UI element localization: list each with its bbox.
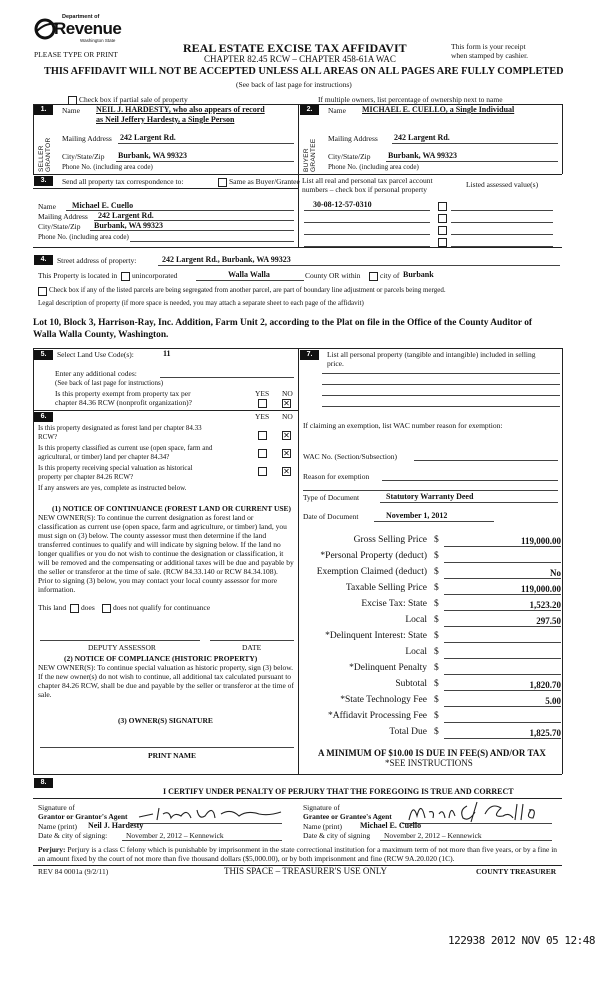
seller-mailing-line	[118, 143, 294, 144]
wac-no-line	[414, 460, 558, 461]
current-use-question-2: agricultural, or timber) land per chapter 84.34?	[38, 453, 170, 461]
grantor-signature-label-1: Signature of	[38, 803, 75, 812]
dor-logo	[34, 14, 130, 48]
grantee-date-value: November 2, 2012 – Kennewick	[384, 831, 482, 840]
partial-sale-label: Check box if partial sale of property	[79, 95, 188, 104]
section-number: 2.	[300, 105, 319, 115]
no-header: NO	[282, 412, 293, 421]
corr-name-value: Michael E. Cuello	[72, 201, 134, 210]
land-does-label: does	[81, 603, 95, 612]
print-name-label: PRINT NAME	[148, 751, 196, 760]
personal-property-line	[322, 406, 560, 407]
corr-mailing-value: 242 Largent Rd.	[98, 211, 154, 220]
owner-signature-line	[40, 747, 294, 748]
grantor-date-label: Date & city of signing:	[38, 831, 108, 840]
divider	[562, 104, 563, 174]
section-number: 3.	[34, 176, 53, 186]
legal-description-label: Legal description of property (if more space is needed, you may attach a separate sheet to each page of the affidavit)	[38, 299, 364, 307]
exemption-wac-label: If claiming an exemption, list WAC number reason for exemption:	[303, 421, 503, 430]
historic-question-2: property per chapter 84.26 RCW?	[38, 473, 134, 481]
logo-subtitle-top: Department of	[62, 14, 100, 20]
legal-description-line2: Walla Walla County, Washington.	[33, 330, 169, 340]
grantee-name-label: Name (print)	[303, 822, 342, 831]
forest-land-yes-checkbox[interactable]	[258, 431, 267, 440]
section-number: 5.	[34, 350, 53, 360]
send-correspondence-label: Send all property tax correspondence to:	[62, 177, 184, 186]
form-chapter: CHAPTER 82.45 RCW – CHAPTER 458-61A WAC	[204, 54, 396, 64]
minimum-due-note: A MINIMUM OF $10.00 IS DUE IN FEE(S) AND/OR TAX	[318, 748, 546, 758]
buyer-mailing-label: Mailing Address	[328, 134, 378, 143]
fee-line	[444, 642, 561, 643]
treasurer-use-note: THIS SPACE – TREASURER'S USE ONLY	[224, 866, 388, 876]
seller-grantor-label: SELLER GRANTOR	[38, 137, 52, 172]
fee-line	[444, 674, 561, 675]
fee-currency: $	[434, 695, 439, 705]
notice-compliance-title: (2) NOTICE OF COMPLIANCE (HISTORIC PROPERTY)	[64, 654, 258, 663]
buyer-name-value: MICHAEL E. CUELLO, a Single Individual	[362, 105, 515, 114]
notice-compliance-body: NEW OWNER(S): To continue special valuation as historic property, sign (3) below. If the new owner(s) do not wish to continue, all additional tax calculated pursuant to chapter 84.26 RCW, shall be due and payable by the seller or transferor at the time of sale.	[38, 663, 294, 699]
parcel-line	[304, 234, 430, 235]
land-does-checkbox[interactable]	[70, 604, 79, 613]
please-type-note: PLEASE TYPE OR PRINT	[34, 50, 118, 59]
buyer-mailing-line	[392, 143, 558, 144]
fee-value: 119,000.00	[520, 584, 561, 594]
reason-line	[382, 480, 558, 481]
fee-label: *Personal Property (deduct)	[320, 551, 427, 561]
fee-label: Local	[405, 615, 427, 625]
exempt-yes-checkbox[interactable]	[258, 399, 267, 408]
fee-line	[444, 706, 561, 707]
fee-currency: $	[434, 535, 439, 545]
notice-continuance-body: NEW OWNER(S): To continue the current designation as forest land or classification as current use (open space, farm and agriculture, or timber) land, you must sign on (3) below. The county assessor must then determine if the land transferred continues to qualify and will indicate by signing below. If the land no longer qualifies or you do not wish to continue the designation or classification, it will be removed and the compensating or additional taxes will be due and payable by the seller or transferor at the time of sale. (RCW 84.33.140 or RCW 84.34.108). Prior to signing (3) below, you may contact your local county assessor for more information.	[38, 513, 294, 594]
fee-line	[444, 546, 561, 547]
assessor-date-line	[210, 640, 294, 641]
corr-city-value: Burbank, WA 99323	[94, 221, 163, 230]
fee-label: Subtotal	[395, 679, 427, 689]
personal-property-line	[322, 373, 560, 374]
section-number: 1.	[34, 105, 53, 115]
fee-line	[444, 738, 561, 739]
land-does-not-checkbox[interactable]	[102, 604, 111, 613]
parcel-number: 30-08-12-57-0310	[313, 200, 372, 209]
reason-exemption-label: Reason for exemption	[303, 472, 370, 481]
section-number: 6.	[34, 412, 53, 422]
parcel-line	[304, 246, 430, 247]
fee-currency: $	[434, 647, 439, 657]
fee-value: 1,820.70	[529, 680, 561, 690]
seller-city-value: Burbank, WA 99323	[118, 151, 187, 160]
seller-name-line2: as Neil Jeffery Hardesty, a Single Person	[96, 115, 235, 124]
grantee-signature	[405, 796, 555, 826]
forest-land-no-checkbox[interactable]: ✕	[283, 431, 290, 440]
forest-land-question-1: Is this property designated as forest land per chapter 84.33	[38, 424, 202, 432]
grantor-signature-label-2: Grantor or Grantor's Agent	[38, 812, 128, 821]
fee-currency: $	[434, 583, 439, 593]
see-instructions-note: *SEE INSTRUCTIONS	[385, 758, 473, 768]
doc-date-label: Date of Document	[303, 512, 359, 521]
fee-currency: $	[434, 615, 439, 625]
perjury-statement	[38, 845, 560, 863]
seller-name-line1: NEIL J. HARDESTY, who also appears of record	[96, 105, 265, 114]
fee-label: Gross Selling Price	[353, 535, 427, 545]
corr-city-line	[90, 230, 294, 231]
logo-subtitle-bottom: Washington State	[80, 38, 116, 43]
fee-line	[444, 594, 561, 595]
historic-yes-checkbox[interactable]	[258, 467, 267, 476]
fee-currency: $	[434, 599, 439, 609]
assessed-line	[451, 234, 553, 235]
fee-currency: $	[434, 727, 439, 737]
divider	[33, 410, 298, 411]
fee-label: Local	[405, 647, 427, 657]
historic-no-checkbox[interactable]: ✕	[283, 467, 290, 476]
form-revision: REV 84 0001a (9/2/11)	[38, 867, 109, 876]
fee-line	[444, 626, 561, 627]
divider	[298, 104, 299, 174]
fee-currency: $	[434, 663, 439, 673]
fee-line	[444, 722, 561, 723]
exempt-question-1: Is this property exempt from property tax per	[55, 389, 191, 398]
yes-header: YES	[255, 389, 270, 398]
see-back-note: (See back of last page for instructions)	[236, 80, 352, 89]
section-number: 4.	[34, 255, 53, 265]
current-use-question-1: Is this property classified as current use (open space, farm and	[38, 444, 213, 452]
fee-label: *State Technology Fee	[340, 695, 427, 705]
divider	[33, 247, 562, 248]
owner-signature-label: (3) OWNER(S) SIGNATURE	[118, 716, 213, 725]
grantee-signature-label-1: Signature of	[303, 803, 340, 812]
grantee-signature-label-2: Grantee or Grantee's Agent	[303, 812, 392, 821]
fee-label: *Delinquent Interest: State	[325, 631, 427, 641]
personal-property-checkbox[interactable]	[438, 226, 447, 235]
fee-value: 1,825.70	[529, 728, 561, 738]
buyer-city-label: City/State/Zip	[328, 152, 371, 161]
additional-codes-line	[160, 377, 294, 378]
seller-mailing-label: Mailing Address	[62, 134, 112, 143]
list-parcels-label-1: List all real and personal tax parcel account	[302, 176, 433, 185]
receipt-note-1: This form is your receipt	[451, 42, 526, 51]
fee-currency: $	[434, 711, 439, 721]
street-address-line	[158, 265, 560, 266]
land-does-not-label: does not qualify for continuance	[113, 603, 211, 612]
fee-value: 5.00	[545, 696, 561, 706]
personal-property-checkbox[interactable]	[438, 214, 447, 223]
land-use-value: 11	[163, 349, 171, 358]
this-land-label: This land	[38, 603, 67, 612]
unincorporated-checkbox[interactable]	[121, 272, 130, 281]
no-header: NO	[282, 389, 293, 398]
fee-currency: $	[434, 631, 439, 641]
divider	[562, 348, 563, 774]
fee-line	[444, 610, 561, 611]
assessor-date-label: DATE	[242, 643, 262, 652]
county-treasurer-label: COUNTY TREASURER	[476, 867, 557, 876]
exempt-question-2: chapter 84.36 RCW (nonprofit organization)?	[55, 398, 192, 407]
grantee-signature-line	[402, 823, 552, 824]
seller-city-label: City/State/Zip	[62, 152, 105, 161]
fee-label: *Delinquent Penalty	[349, 663, 427, 673]
assessed-line	[451, 246, 553, 247]
personal-property-line	[322, 395, 560, 396]
doc-type-value: Statutory Warranty Deed	[386, 492, 474, 501]
grantor-date-value: November 2, 2012 – Kennewick	[126, 831, 224, 840]
same-as-buyer-checkbox[interactable]	[218, 178, 227, 187]
current-use-no-checkbox[interactable]: ✕	[283, 449, 290, 458]
corr-name-label: Name	[38, 202, 56, 211]
perjury-text: Perjury is a class C felony which is punishable by imprisonment in the state correctional institution for a maximum term of not more than five years, or by a fine in an amount fixed by the court of not more than five thousand dollars ($5,000.00), or by both imprisonment and fine (RCW 9A.20.020 (1C).	[38, 845, 558, 863]
personal-property-line	[322, 384, 560, 385]
current-use-yes-checkbox[interactable]	[258, 449, 267, 458]
fee-line	[444, 658, 561, 659]
segregated-label: Check box if any of the listed parcels are being segregated from another parcel, are part of boundary line adjustment or parcels being merged.	[49, 286, 446, 294]
fee-label: *Affidavit Processing Fee	[327, 711, 427, 721]
fee-value: 119,000.00	[520, 536, 561, 546]
fee-currency: $	[434, 567, 439, 577]
fee-line	[444, 562, 561, 563]
grantor-date-line	[122, 840, 282, 841]
reason-line	[303, 490, 558, 491]
grantor-name-label: Name (print)	[38, 822, 77, 831]
section-number: 8.	[34, 778, 53, 788]
grantor-signature-line	[130, 823, 282, 824]
corr-phone-line	[130, 241, 294, 242]
fee-label: Total Due	[389, 727, 427, 737]
exempt-no-checkbox[interactable]: ✕	[283, 399, 290, 408]
county-line	[196, 280, 304, 281]
additional-codes-label: Enter any additional codes:	[55, 369, 137, 378]
parcel-line	[304, 210, 430, 211]
perjury-heading: Perjury:	[38, 845, 66, 854]
county-value: Walla Walla	[228, 270, 270, 279]
doc-date-line	[374, 521, 494, 522]
unincorporated-label: unincorporated	[132, 271, 178, 280]
seller-city-line	[116, 161, 294, 162]
within-city-checkbox[interactable]	[369, 272, 378, 281]
divider	[33, 188, 298, 189]
fee-value: No	[550, 568, 561, 578]
section-number: 7.	[300, 350, 319, 360]
if-yes-note: If any answers are yes, complete as instructed below.	[38, 484, 187, 492]
segregated-checkbox[interactable]	[38, 287, 47, 296]
fee-currency: $	[434, 551, 439, 561]
fee-label: Exemption Claimed (deduct)	[316, 567, 427, 577]
fee-label: Taxable Selling Price	[345, 583, 427, 593]
see-back-instructions: (See back of last page for instructions)	[55, 379, 164, 387]
grantee-date-label: Date & city of signing	[303, 831, 371, 840]
parcel-line	[304, 222, 430, 223]
receipt-note-2: when stamped by cashier.	[451, 51, 529, 60]
wac-no-label: WAC No. (Section/Subsection)	[303, 452, 397, 461]
grantor-name-value: Neil J. Hardesty	[88, 821, 144, 830]
personal-property-label-1: List all personal property (tangible and intangible) included in selling	[327, 350, 536, 359]
city-of-label: city of	[380, 271, 400, 280]
personal-property-label-2: price.	[327, 359, 344, 368]
legal-description-line1: Lot 10, Block 3, Harrison-Ray, Inc. Addition, Farm Unit 2, according to the Plat on file in the Office of the County Auditor of	[33, 318, 533, 328]
deputy-assessor-line	[40, 640, 200, 641]
historic-question-1: Is this property receiving special valuation as historical	[38, 464, 193, 472]
buyer-phone-label: Phone No. (including area code)	[328, 163, 419, 171]
grantee-name-value: Michael E. Cuello	[360, 821, 422, 830]
fee-label: Excise Tax: State	[361, 599, 427, 609]
list-parcels-label-2: numbers – check box if personal property	[302, 185, 427, 194]
multiple-owners-note: If multiple owners, list percentage of ownership next to name	[318, 95, 503, 104]
doc-type-line	[380, 502, 558, 503]
assessed-values-label: Listed assessed value(s)	[466, 180, 539, 189]
deputy-assessor-label: DEPUTY ASSESSOR	[88, 643, 156, 652]
yes-header: YES	[255, 412, 270, 421]
seller-phone-label: Phone No. (including area code)	[62, 163, 153, 171]
buyer-city-line	[386, 161, 558, 162]
corr-phone-label: Phone No. (including area code)	[38, 233, 129, 241]
assessed-line	[451, 222, 553, 223]
fee-line	[444, 578, 561, 579]
assessed-line	[451, 210, 553, 211]
buyer-mailing-value: 242 Largent Rd.	[394, 133, 450, 142]
county-or-label: County OR within	[305, 271, 361, 280]
forest-land-question-2: RCW?	[38, 433, 58, 441]
city-value: Burbank	[403, 270, 434, 279]
buyer-grantee-label: BUYER GRANTEE	[303, 138, 317, 172]
grantee-date-line	[380, 840, 552, 841]
personal-property-checkbox[interactable]	[438, 202, 447, 211]
buyer-name-label: Name	[328, 106, 346, 115]
fee-value: 1,523.20	[529, 600, 561, 610]
doc-type-label: Type of Document	[303, 493, 360, 502]
street-address-value: 242 Largent Rd., Burbank, WA 99323	[162, 255, 291, 264]
notice-continuance-title: (1) NOTICE OF CONTINUANCE (FOREST LAND OR CURRENT USE)	[52, 504, 292, 513]
certify-statement: I CERTIFY UNDER PENALTY OF PERJURY THAT THE FOREGOING IS TRUE AND CORRECT	[163, 787, 514, 796]
cashier-stamp: 122938 2012 NOV 05 12:48	[448, 934, 595, 947]
same-as-buyer-label: Same as Buyer/Grantee	[229, 177, 300, 186]
located-in-label: This Property is located in	[38, 271, 118, 280]
fee-value: 297.50	[536, 616, 561, 626]
corr-mailing-label: Mailing Address	[38, 212, 88, 221]
divider	[298, 348, 299, 774]
land-use-label: Select Land Use Code(s):	[57, 350, 134, 359]
personal-property-checkbox[interactable]	[438, 238, 447, 247]
corr-city-label: City/State/Zip	[38, 222, 81, 231]
fee-currency: $	[434, 679, 439, 689]
doc-date-value: November 1, 2012	[386, 511, 448, 520]
form-title: REAL ESTATE EXCISE TAX AFFIDAVIT	[183, 41, 407, 55]
street-address-label: Street address of property:	[57, 256, 137, 265]
seller-mailing-value: 242 Largent Rd.	[120, 133, 176, 142]
seller-name-label: Name	[62, 106, 80, 115]
form-warning: THIS AFFIDAVIT WILL NOT BE ACCEPTED UNLESS ALL AREAS ON ALL PAGES ARE FULLY COMPLETED	[44, 66, 564, 77]
fee-line	[444, 690, 561, 691]
logo-name: Revenue	[54, 19, 122, 38]
buyer-city-value: Burbank, WA 99323	[388, 151, 457, 160]
divider	[33, 774, 562, 775]
